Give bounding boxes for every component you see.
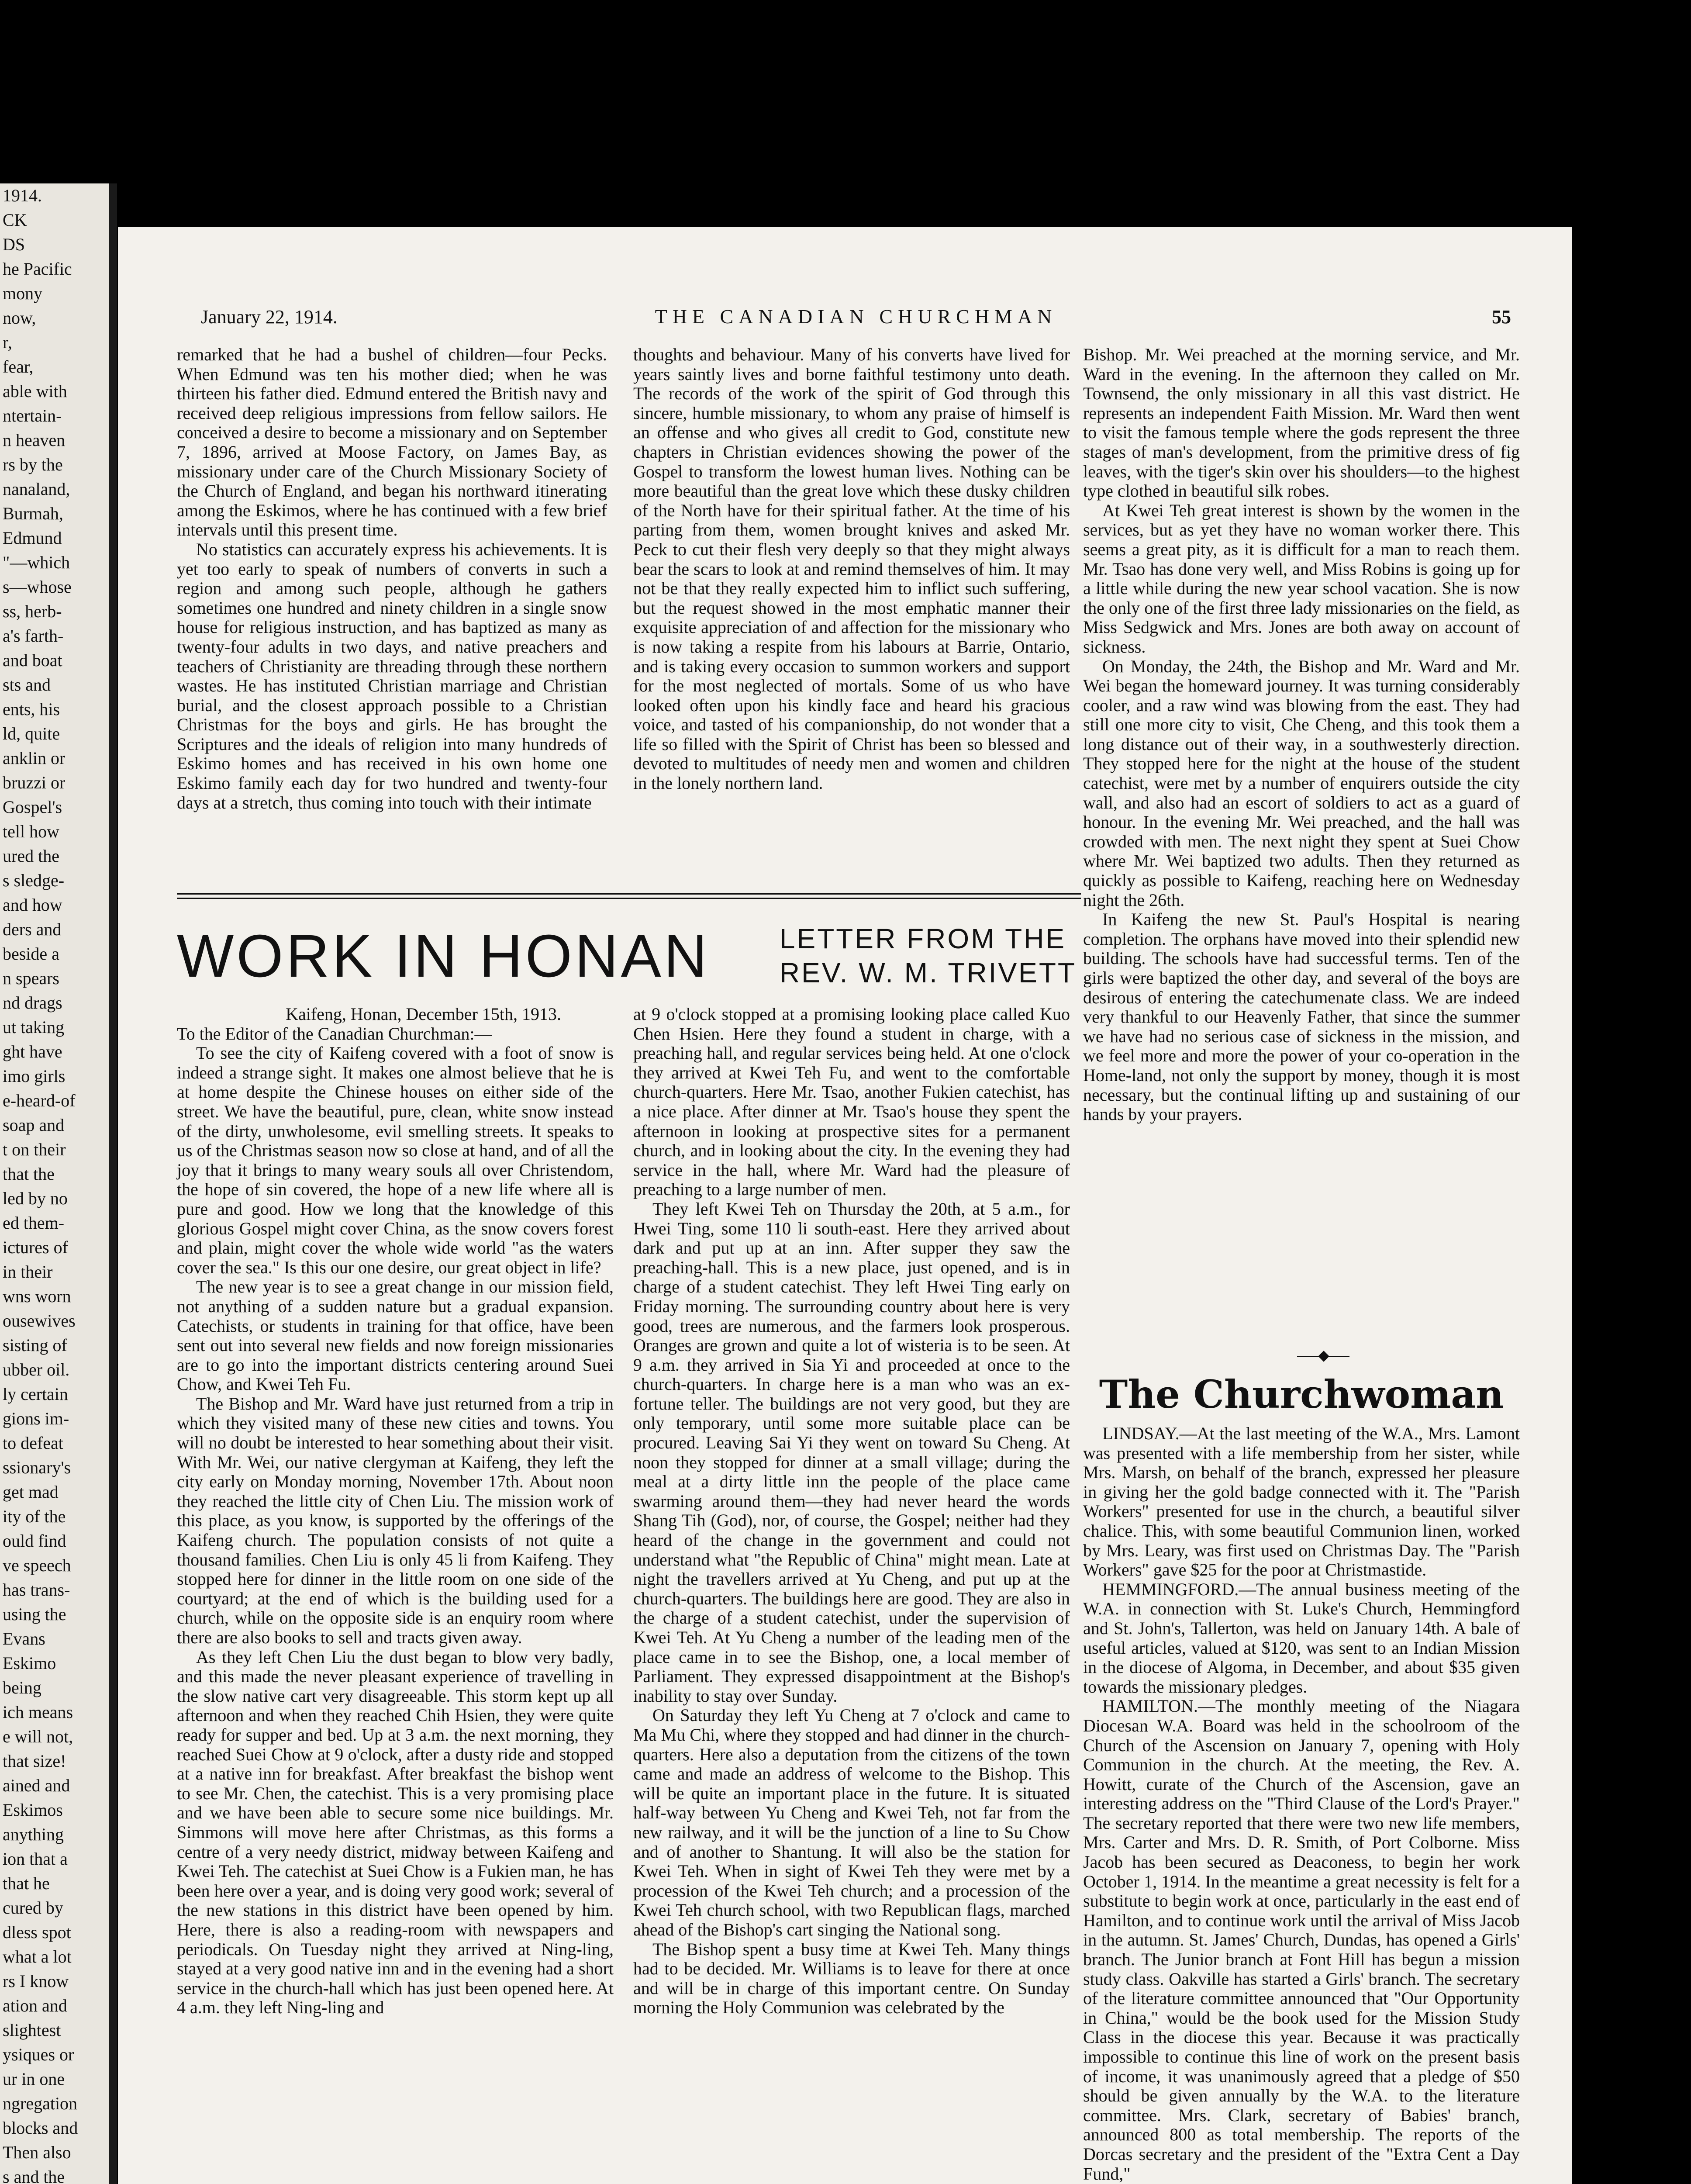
left-page-line: beside a bbox=[3, 944, 59, 964]
headline-block bbox=[177, 909, 1081, 1005]
subheadline bbox=[780, 922, 1077, 990]
left-page-line: rs by the bbox=[3, 455, 63, 474]
left-page-line: DS bbox=[3, 235, 25, 254]
left-page-line: Gospel's bbox=[3, 797, 62, 817]
newspaper-page bbox=[118, 227, 1572, 2184]
left-page-line: ents, his bbox=[3, 699, 60, 719]
left-page-line: ders and bbox=[3, 919, 62, 939]
left-page-line: ss, herb- bbox=[3, 601, 62, 621]
left-page-line: nanaland, bbox=[3, 479, 70, 499]
churchwoman-column bbox=[1083, 1424, 1520, 2184]
left-page-line: sisting of bbox=[3, 1335, 67, 1355]
left-page-line: ed them- bbox=[3, 1213, 65, 1233]
honan-column-1 bbox=[177, 1005, 614, 2018]
left-page-line: ictures of bbox=[3, 1237, 68, 1257]
left-page-line: led by no bbox=[3, 1189, 68, 1208]
left-page-line: and boat bbox=[3, 650, 62, 670]
paragraph: On Saturday they left Yu Cheng at 7 o'clock and came to Ma Mu Chi, where they stopped and had dinner in the church-quarters. Here also a deputation from the citizens of the town came and made an address of welcome to the Bishop. This will be quite an important place in the future. It is situated half-way between Yu Cheng and Kwei Teh, not far from the new railway, and it will be the junction of a line to Su Chow and of another to Shantung. It will also be the station for Kwei Teh. When in sight of Kwei Teh they were met by a procession of the Kwei Teh church; and a procession of the Kwei Teh church school, with two Republican flags, marched ahead of the Bishop's cart singing the National song. bbox=[633, 1705, 1070, 1939]
left-page-line: Eskimos bbox=[3, 1800, 63, 1820]
left-page-line: able with bbox=[3, 381, 67, 401]
section-divider bbox=[177, 898, 1081, 899]
ornament-divider bbox=[1297, 1354, 1349, 1358]
left-page-line: ousewives bbox=[3, 1311, 76, 1330]
left-page-line: ly certain bbox=[3, 1384, 68, 1404]
left-page-line: fear, bbox=[3, 357, 34, 377]
left-page-line: now, bbox=[3, 308, 36, 328]
left-page-line: tell how bbox=[3, 822, 59, 841]
left-page-line: n spears bbox=[3, 968, 59, 988]
left-page-line: ich means bbox=[3, 1702, 73, 1722]
left-page-line: e will not, bbox=[3, 1727, 73, 1746]
section-divider bbox=[177, 893, 1081, 895]
left-page-edge bbox=[0, 183, 117, 2184]
left-page-line: slightest bbox=[3, 2020, 61, 2040]
left-page-line: ght have bbox=[3, 1042, 62, 1061]
left-page-line: ould find bbox=[3, 1531, 66, 1551]
paragraph: HEMMINGFORD.—The annual business meeting of the W.A. in connection with St. Luke's Church, Hemmingford and St. John's, Tallerton, was held on January 14th. A bale of useful articles, valued at $120, was sent to an Indian Mission in the diocese of Algoma, in December, and about $35 given towards the missionary pledges. bbox=[1083, 1579, 1520, 1697]
left-page-line: that the bbox=[3, 1164, 55, 1184]
left-page-line: rs I know bbox=[3, 1971, 69, 1991]
honan-column-2 bbox=[633, 1005, 1070, 2018]
left-page-line: bruzzi or bbox=[3, 773, 66, 792]
left-page-line: sts and bbox=[3, 675, 51, 695]
paragraph: They left Kwei Teh on Thursday the 20th, at 5 a.m., for Hwei Ting, some 110 li south-east. Here they arrived about dark and put up at an inn. After supper they saw the preaching-hall. This is a new place, just opened, and is in charge of a student catechist. They left Hwei Ting early on Friday morning. The surrounding country about here is very good, trees are numerous, and the farmers look prosperous. Oranges are grown and quite a lot of wisteria is to be seen. At 9 a.m. they arrived in Sia Yi and proceeded at once to the church-quarters. In charge here is a man who was an ex-fortune teller. The buildings are not very good, but they are only temporary, until some more suitable place can be procured. Leaving Sai Yi they went on toward Su Cheng. At noon they stopped for dinner at a small village; during the meal at a dirty little inn the people of the place came swarming around them—they had never heard the words Shang Tih (God), nor, of course, the Gospel; neither had they heard of the change in the government and could not understand what "the Republic of China" might mean. Late at night the travellers arrived at Yu Cheng, and put up at the church-quarters. The buildings here are good. They are also in the charge of a student catechist, under the supervision of Kwei Teh. At Yu Cheng a number of the leading men of the place came in to see the Bishop, one, a local member of Parliament. They expressed disappointment at the Bishop's inability to stay over Sunday. bbox=[633, 1199, 1070, 1706]
paragraph: The Bishop spent a busy time at Kwei Teh. Many things had to be decided. Mr. Williams is to leave for there at once and will be in charge of this important centre. On Sunday morning the Holy Communion was celebrated by the bbox=[633, 1939, 1070, 2018]
section-heading: The Churchwoman bbox=[1099, 1372, 1504, 1417]
paragraph: thoughts and behaviour. Many of his converts have lived for years saintly lives and borne faithful testimony unto death. The records of the work of the spirit of God through this sincere, humble missionary, to whom any praise of himself is an offense and who gives all credit to God, constitute new chapters in Christian evidences showing the power of the Gospel to transform the lowest human lives. Nothing can be more beautiful than the great love which these dusky children of the North have for their spiritual father. At the time of his parting from them, women brought knives and asked Mr. Peck to cut their flesh very deeply so that they might always bear the scars to look at and remind themselves of him. It may not be that they really expected him to inflict such suffering, but the request showed in the most emphatic manner their exquisite appreciation of and affection for the missionary who is now taking a respite from his labours at Barrie, Ontario, and is taking every occasion to summon workers and support for the most neglected of mortals. Some of us who have looked often upon his kindly face and heard his gracious voice, and tasted of his companionship, do not wonder that a life so filled with the Spirit of Christ has been so blessed and devoted to multitudes of needy men and women and children in the lonely northern land. bbox=[633, 345, 1070, 793]
left-page-line: Evans bbox=[3, 1629, 45, 1648]
paragraph: remarked that he had a bushel of children—four Pecks. When Edmund was ten his mother died; when he was thirteen his father died. Edmund entered the British navy and received deep religious impressions from fellow sailors. He conceived a desire to become a missionary and on September 7, 1896, arrived at Moose Factory, on James Bay, as missionary under care of the Church Missionary Society of the Church of England, and began his northward itinerating among the Eskimos, where he has continued with a few brief intervals until this present time. bbox=[177, 345, 607, 540]
left-page-line: nd drags bbox=[3, 993, 62, 1013]
paragraph: Bishop. Mr. Wei preached at the morning service, and Mr. Ward in the evening. In the afternoon they called on Mr. Townsend, the only missionary in all this vast district. He represents an independent Faith Mission. Mr. Ward then went to visit the famous temple where the gods represent the three stages of man's development, from the primitive dress of fig leaves, with the tiger's skin over his shoulders—to the highest type clothed in beautiful silk robes. bbox=[1083, 345, 1520, 501]
left-page-line: wns worn bbox=[3, 1286, 71, 1306]
left-page-line: ained and bbox=[3, 1776, 70, 1795]
left-page-line: ysiques or bbox=[3, 2045, 74, 2064]
paragraph: The new year is to see a great change in our mission field, not anything of a sudden nature but a gradual expansion. Catechists, or students in training for that office, have been sent out into several new fields and now foreign missionaries are to go into the important districts centering around Suei Chow, and Kwei Teh Fu. bbox=[177, 1277, 614, 1394]
paragraph: On Monday, the 24th, the Bishop and Mr. Ward and Mr. Wei began the homeward journey. It was turning considerably cooler, and a raw wind was blowing from the east. They had still one more city to visit, Che Cheng, and this took them a long distance out of their way, in a southwesterly direction. They stopped here for the night at the house of the student catechist, were met by a number of enquirers outside the city wall, and also had an escort of soldiers to act as a guard of honour. In the evening Mr. Wei preached, and the hall was crowded with men. The next night they spent at Suei Chow where Mr. Wei baptized two adults. Then they returned as quickly as possible to Kaifeng, reaching here on Wednesday night the 26th. bbox=[1083, 656, 1520, 910]
issue-date: January 22, 1914. bbox=[201, 306, 338, 328]
left-page-line: he Pacific bbox=[3, 259, 72, 279]
paragraph: At Kwei Teh great interest is shown by the women in the services, but as yet they have no woman worker there. This seems a great pity, as it is difficult for a man to reach them. Mr. Tsao has done very well, and Miss Robins is going up for a little while during the new year school vacation. She is now the only one of the first three lady missionaries on the field, as Miss Sedgwick and Mrs. Jones are both away on account of sickness. bbox=[1083, 500, 1520, 657]
left-page-line: r, bbox=[3, 332, 12, 352]
left-page-line: ntertain- bbox=[3, 406, 62, 425]
left-page-line: t on their bbox=[3, 1140, 66, 1159]
salutation: To the Editor of the Canadian Churchman:— bbox=[177, 1023, 492, 1044]
left-page-line: s sledge- bbox=[3, 871, 65, 890]
left-page-line: in their bbox=[3, 1262, 53, 1282]
page-header bbox=[201, 301, 1511, 341]
paragraph: To see the city of Kaifeng covered with a foot of snow is indeed a strange sight. It makes one almost believe that he is at home despite the Chinese houses on either side of the street. We have the beautiful, pure, clean, white snow instead of the dirty, unwholesome, evil smelling streets. It speaks to us of the Christmas season now so close at hand, and of all the joy that it brings to many weary souls all over Christendom, the hope of sin covered, the hope of a new life where all is pure and good. How we long that the knowledge of this glorious Gospel might cover China, as the snow covers forest and plain, might cover the whole wide world "as the waters cover the sea." Is this our one desire, our great object in life? bbox=[177, 1043, 614, 1277]
left-page-line: Then also bbox=[3, 2143, 71, 2162]
left-page-line: n heaven bbox=[3, 430, 66, 450]
left-page-line: e-heard-of bbox=[3, 1091, 76, 1110]
left-page-line: get mad bbox=[3, 1482, 59, 1502]
left-page-line: being bbox=[3, 1678, 41, 1697]
left-page-line: and how bbox=[3, 895, 62, 915]
left-page-line: ion that a bbox=[3, 1849, 68, 1869]
left-page-line: s—whose bbox=[3, 577, 72, 597]
left-page-line: s and the bbox=[3, 2167, 65, 2184]
left-page-line: blocks and bbox=[3, 2118, 78, 2138]
left-page-line: ve speech bbox=[3, 1555, 71, 1575]
left-page-line: to defeat bbox=[3, 1433, 63, 1453]
left-page-line: cured by bbox=[3, 1898, 63, 1918]
left-page-line: Eskimo bbox=[3, 1653, 56, 1673]
left-page-line: CK bbox=[3, 210, 27, 230]
paragraph: No statistics can accurately express his achievements. It is yet too early to speak of numbers of converts in such a region and among such people, although he gathers sometimes one hundred and ninety children in a single snow house for religious instruction, and has baptized as many as twenty-four adults in two days, and native preachers and teachers of Christianity are threading through these northern wastes. He has instituted Christian marriage and Christian burial, and the closest approach possible to a Christian Christmas for the boys and girls. He has brought the Scriptures and the ideals of religion into many hundreds of Eskimo homes and has received in his own home one Eskimo family each day for two hundred and twenty-four days at a stretch, thus coming into touch with their intimate bbox=[177, 539, 607, 812]
subheadline-line: LETTER FROM THE bbox=[779, 923, 1066, 954]
left-page-line: "—which bbox=[3, 553, 70, 572]
headline: WORK IN HONAN bbox=[177, 923, 710, 990]
dateline: Kaifeng, Honan, December 15th, 1913. bbox=[286, 1004, 561, 1024]
paragraph: at 9 o'clock stopped at a promising looking place called Kuo Chen Hsien. Here they found a student in charge, with a preaching hall, and regular services being held. At one o'clock they arrived at Kwei Teh Fu, and went to the comfortable church-quarters. Here Mr. Tsao, another Fukien catechist, has a nice place. After dinner at Mr. Tsao's house they spent the afternoon in looking at prospective sites for a permanent church, and in looking about the city. In the evening they had service in the hall, where Mr. Ward had the pleasure of preaching to a large number of men. bbox=[633, 1004, 1070, 1199]
left-page-line: ity of the bbox=[3, 1507, 66, 1526]
paragraph: HAMILTON.—The monthly meeting of the Niagara Diocesan W.A. Board was held in the schoolroom of the Church of the Ascension on January 7, opening with Holy Communion in the church. At the meeting, the Rev. A. Howitt, curate of the Church of the Ascension, gave an interesting address on the "Third Clause of the Lord's Prayer." The secretary reported that there were two new life members, Mrs. Carter and Mrs. D. R. Smith, of Port Colborne. Miss Jacob has been secured as Deaconess, to begin her work October 1, 1914. In the meantime a great necessity is felt for a substitute to begin work at once, particularly in the east end of Hamilton, and to continue work until the arrival of Miss Jacob in the autumn. St. James' Church, Dundas, has opened a Girls' branch. The Junior branch at Font Hill has begun a mission study class. Oakville has started a Girls' branch. The secretary of the literature committee announced that "Our Opportunity in China," would be the book used for the Mission Study Class in the diocese this year. Because it was practically impossible to continue this line of work on the present basis of income, it was unanimously agreed that a pledge of $50 should be given annually by the W.A. to the literature committee. Mrs. Clark, secretary of Babies' branch, announced 800 as total membership. The reports of the Dorcas secretary and the president of the "Extra Cent a Day Fund," bbox=[1083, 1696, 1520, 2184]
article-column-3 bbox=[1083, 345, 1520, 1124]
left-page-line: that he bbox=[3, 1873, 50, 1893]
left-page-line: 1914. bbox=[3, 186, 42, 205]
left-page-line: that size! bbox=[3, 1751, 66, 1771]
left-page-line: ation and bbox=[3, 1996, 67, 2015]
left-page-line: anything bbox=[3, 1825, 64, 1844]
paragraph: As they left Chen Liu the dust began to blow very badly, and this made the never pleasant experience of travelling in the slow native cart very disagreeable. This storm kept up all afternoon and when they reached Chih Hsien, they were quite ready for supper and bed. Up at 3 a.m. the next morning, they reached Suei Chow at 9 o'clock, after a dusty ride and stopped at a native inn for breakfast. After breakfast the bishop went to see Mr. Chen, the catechist. This is a very promising place and we have been able to secure some nice buildings. Mr. Simmons will move here after Christmas, as this forms a centre of a very needy district, midway between Kaifeng and Kwei Teh. The catechist at Suei Chow is a Fukien man, he has been here over a year, and is doing very good work; several of the new stations in this district have been opened by him. Here, there is also a reading-room with newspapers and periodicals. On Tuesday night they arrived at Ning-ling, stayed at a very good native inn and in the evening had a short service in the church-hall which has just been opened here. At 4 a.m. they left Ning-ling and bbox=[177, 1647, 614, 2018]
page-number: 55 bbox=[1492, 306, 1511, 328]
left-page-line: ngregation bbox=[3, 2094, 78, 2113]
paragraph: The Bishop and Mr. Ward have just returned from a trip in which they visited many of these new cities and towns. You will no doubt be interested to hear something about their visit. With Mr. Wei, our native clergyman at Kaifeng, they left the city early on Monday morning, November 17th. About noon they reached the little city of Chen Liu. The mission work of this place, as you know, is supported by the offerings of the Kaifeng church. The population consists of not quite a thousand families. Chen Liu is only 45 li from Kaifeng. They stopped here for dinner in the little room on one side of the courtyard; at the end of which is the building used for a church, while on the opposite side is an enquiry room where there are also books to sell and tracts given away. bbox=[177, 1393, 614, 1647]
left-page-line: Burmah, bbox=[3, 504, 63, 523]
left-page-line: gions im- bbox=[3, 1409, 69, 1428]
subheadline-line: REV. W. M. TRIVETT bbox=[779, 957, 1077, 988]
left-page-line: ld, quite bbox=[3, 724, 60, 743]
left-page-line: ur in one bbox=[3, 2069, 65, 2089]
paragraph: LINDSAY.—At the last meeting of the W.A., Mrs. Lamont was presented with a life membership from her sister, while Mrs. Marsh, on behalf of the branch, expressed her pleasure in giving her the gold badge connected with it. The "Parish Workers" presented for use in the church, a beautiful silver chalice. This, with some beautiful Communion linen, worked by Mrs. Leary, was first used on Christmas Day. The "Parish Workers" gave $25 for the poor at Christmastide. bbox=[1083, 1424, 1520, 1580]
publication-title: THE CANADIAN CHURCHMAN bbox=[655, 305, 1057, 328]
left-page-line: dless spot bbox=[3, 1922, 71, 1942]
left-page-line: Edmund bbox=[3, 528, 62, 548]
left-page-line: has trans- bbox=[3, 1580, 70, 1600]
left-page-line: what a lot bbox=[3, 1947, 72, 1966]
left-page-line: ut taking bbox=[3, 1017, 65, 1037]
left-page-line: ured the bbox=[3, 846, 59, 866]
left-page-line: using the bbox=[3, 1604, 66, 1624]
left-page-line: ubber oil. bbox=[3, 1360, 70, 1379]
left-page-line: ssionary's bbox=[3, 1458, 71, 1477]
left-page-line: soap and bbox=[3, 1115, 65, 1135]
left-page-line: a's farth- bbox=[3, 626, 64, 646]
left-page-line: mony bbox=[3, 283, 43, 303]
paragraph: In Kaifeng the new St. Paul's Hospital is nearing completion. The orphans have moved into their splendid new building. The schools have had successful terms. Ten of the girls were baptized the other day, and several of the boys are desirous of entering the catechumenate class. We are indeed very thankful to our Heavenly Father, that since the summer we have had no serious case of sickness in the mission, and we feel more and more the power of your co-operation in the Home-land, not only the support by money, though it is most necessary, but the continual lifting up and sustaining of our hands by your prayers. bbox=[1083, 909, 1520, 1124]
left-page-line: anklin or bbox=[3, 748, 66, 768]
left-page-line: imo girls bbox=[3, 1066, 66, 1086]
